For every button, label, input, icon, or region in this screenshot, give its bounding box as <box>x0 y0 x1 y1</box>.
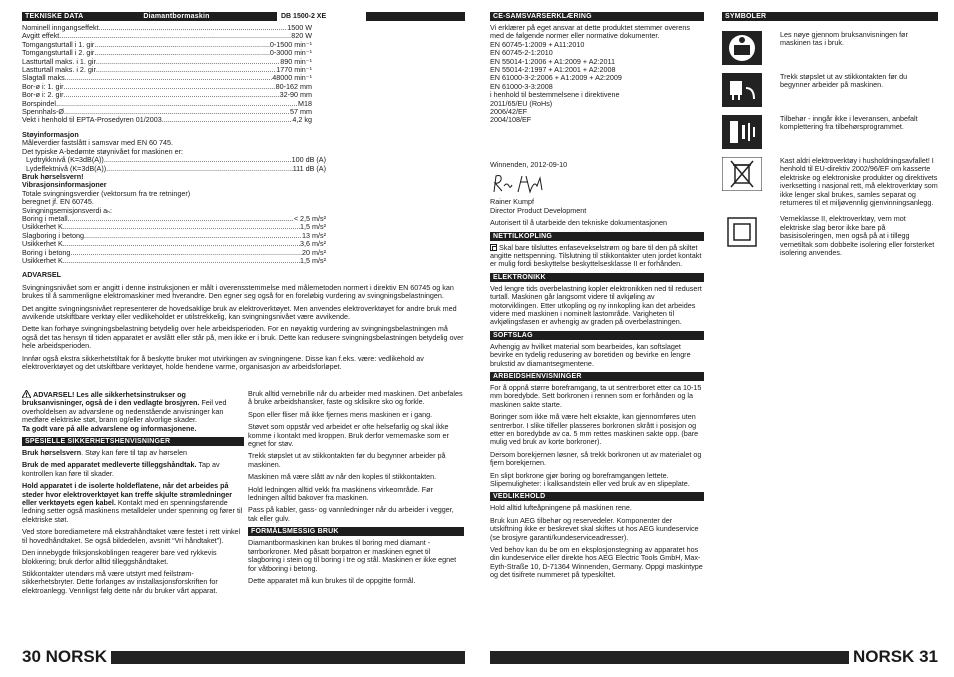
leader-dots <box>104 156 292 164</box>
advarsel-paragraph: Dette kan forhøye svingningsbelastning betydelig over hele arbeidsperioden. For en nøyaktig vurdering av svingningsbelastningen må også det tas hensyn til tiden apparatet er avslått eller står på, men ikke er i bruk. Dette kan redusere svingningsbelastningen betydelig over hele arbeidsperioden. <box>22 324 464 351</box>
intended-use-paragraphs <box>248 539 464 585</box>
spec-row <box>22 215 326 223</box>
spec-value: 0-3000 min⁻¹ <box>269 49 312 58</box>
page-number: 31 <box>919 647 938 666</box>
spec-label: Vekt i henhold til EPTA-Prosedyren 01/2003 <box>22 116 162 125</box>
special-safety-paragraph: Den innebygde friksjonskoblingen reagerer bare ved rykkevis blokkering; bruk derfor alltid tilleggshåndtaket. <box>22 548 217 566</box>
ce-header: CE-SAMSVARSERKLÆRING <box>490 12 704 21</box>
tech-data-section <box>22 12 465 375</box>
spec-label: Usikkerhet K <box>22 223 63 232</box>
special-safety-paragraph: Stikkontakter utendørs må være utstyrt med feilstrøm-sikkerhetsbryter. Dette forlanges av installasjonsforskriften for elektroanlegg. Vennligst følg dette når du bruker vårt apparat. <box>22 568 218 595</box>
read-manual-icon <box>722 31 762 65</box>
ce-line: EN 60745-2-1:2010 <box>490 48 553 58</box>
maintenance-paragraph: Bruk kun AEG tilbehør og reservedeler. Komponenter der utskiftning ikke er beskrevet skal skiftes ut hos AEG kundeservice (se brosjyre garanti/kundeserviceadresser). <box>490 515 699 542</box>
spec-value: 1,5 m/s² <box>300 256 326 265</box>
vibration-line3: Svingningsemisjonsverdi aₕ: <box>22 205 112 215</box>
ce-line: EN 55014-1:2006 + A1:2009 + A2:2011 <box>490 56 615 66</box>
symbol-row <box>722 215 938 257</box>
spec-value: 1770 min⁻¹ <box>276 66 312 75</box>
spec-row <box>22 66 312 74</box>
ce-place-date: Winnenden, 2012-09-10 <box>490 159 568 169</box>
general-warning: ADVARSEL! Les alle sikkerhetsinstrukser og bruksanvisninger, også de i den vedlagte brosjyren. Feil ved overholdelsen av advarslene og nedenstående anvisninger kan medføre elektriske støt, brann og/eller alvorlige skader. Ta godt vare på alle advarslene og informasjonene. <box>22 390 227 433</box>
ce-line: EN 61000-3-2:2006 + A1:2009 + A2:2009 <box>490 73 622 83</box>
advarsel-paragraph: Innfør også ekstra sikkerhetstiltak for å beskytte bruker mot utvirkingen av svingningene. Disse kan f.eks. være: vedlikehold av elektroverktøyet og det utskiftbare verktøyet, holde hendene varme, organisasjon av arbeidsforløpet. <box>22 353 424 372</box>
electronics-header: ELEKTRONIKK <box>490 273 704 282</box>
spec-label: Spennhals-Ø <box>22 108 64 117</box>
symbol-row <box>722 73 938 107</box>
special-safety-paragraph: Ved store borediametere må ekstrahåndtaket være festet i rett vinkel til hovedhåndtaket. Se også bildedelen, avsnitt “Vri håndtaket”). <box>22 527 241 545</box>
spec-value: 111 dB (A) <box>292 164 326 173</box>
special-safety-paragraph: Hold apparatet i de isolerte holdeflatene, når det arbeides på steder hvor elektroverktøyet kan treffe skjulte strømledninger eller verktøyets egen kabel. Kontakt med en spenningsførende ledning setter også maskinens metalldeler under spenning og fører til elektriske støt. <box>22 481 243 524</box>
spec-value: M18 <box>298 99 312 108</box>
ce-declaration <box>490 24 704 125</box>
spec-row <box>26 156 326 164</box>
accessory-icon <box>722 115 762 149</box>
ce-line: 2004/108/EF <box>490 115 532 125</box>
spec-row <box>22 32 312 40</box>
softslag-text: Avhengig av hvilket material som bearbeides, kan softslaget bevirke en tydelig redusering av boretiden og bevirke en lengre brukstid av diamantsegmentene. <box>490 341 691 368</box>
leader-dots <box>84 232 302 240</box>
vibration-line2: beregnet jf. EN 60745. <box>22 197 94 207</box>
spec-row <box>22 58 312 66</box>
special-safety-paragraph: Bruk de med apparatet medleverte tilleggshåndtak. Tap av kontrollen kan føre til skader. <box>22 460 220 478</box>
leader-dots <box>64 83 276 91</box>
work-paragraph: En slipt borkrone gjør boring og boreframgangen lettete. Slipemuligheter: i kalksandstein eller ved bruk av en slipeplate. <box>490 470 690 489</box>
unplug-icon <box>722 73 762 107</box>
spec-row <box>22 223 326 231</box>
maintenance-paragraph: Ved behov kan du be om en eksplosjonstegning av apparatet hos din kundeservice eller direkte hos AEG Electric Tools GmbH, Max-Eyth-Straße 10, D-71364 Winnenden, Germany. Oppgi maskintype og det tisifrete nummeret på typeskiltet. <box>490 545 703 580</box>
symbols-header: SYMBOLER <box>722 12 938 21</box>
ce-line: EN 60745-1:2009 + A11:2010 <box>490 39 585 49</box>
vibration-list <box>22 215 326 265</box>
leader-dots <box>70 249 302 257</box>
safety-paragraph: Pass på kabler, gass- og vannledninger når du arbeider i vegger, tak eller gulv. <box>248 505 454 523</box>
safety-column <box>22 390 244 599</box>
ce-authorized: Autorisert til å utarbeide den tekniske dokumentasjonen <box>490 218 667 228</box>
leader-dots <box>68 215 294 223</box>
work-paragraph: Dersom borekjernen løsner, så trekk borkronen ut av materialet og fjern borekjernen. <box>490 449 702 468</box>
right-column-1 <box>490 12 704 584</box>
leader-dots <box>96 58 280 66</box>
leader-dots <box>56 100 298 108</box>
ce-signer: Rainer Kumpf <box>490 197 534 207</box>
spec-row <box>22 240 326 248</box>
safety-column-2 <box>248 390 464 589</box>
class-ii-icon <box>722 215 762 249</box>
noise-warning: Bruk hørselsvern! <box>22 171 84 181</box>
spec-label: Bor-ø i: 1. gir <box>22 82 64 91</box>
spec-label: Lastturtall maks. i 2. gir <box>22 66 96 75</box>
safety-paragraph: Støvet som oppstår ved arbeidet er ofte helsefarlig og skal ikke komme i kontakt med kroppen. Bruk derfor vernemaske som er egnet for støv. <box>248 422 449 449</box>
spec-list <box>22 24 312 125</box>
leader-dots <box>94 41 270 49</box>
advarsel-paragraph: Det angitte svingningsnivået representerer de hovedsaklige bruk av elektroverktøyet. Men anvendes elektroverktøyet for andre bruk med avvikende utskiftbare verktøy eller vedlikeholdet er utilstrekkelig, kan svingningsnivået være avvikende. <box>22 303 457 321</box>
spec-value: 80-162 mm <box>275 82 312 91</box>
work-paragraph: For å oppnå større boreframgang, ta ut sentrerboret etter ca 10-15 mm boredybde. Sett borkronen i rennen som er forhånden og la maskinen sakte starte. <box>490 382 702 409</box>
spec-row <box>22 116 312 124</box>
spec-value: 820 W <box>291 32 312 41</box>
noise-title: Støyinformasjon <box>22 129 79 139</box>
vibration-line1: Totale svingningsverdier (vektorsum fra tre retninger) <box>22 188 191 198</box>
spec-label: Borspindel <box>22 99 56 108</box>
intended-use-paragraph: Dette apparatet må kun brukes til de oppgitte formål. <box>248 575 416 585</box>
intended-use-paragraph: Diamantbormaskinen kan brukes til boring med diamant - tørrborkroner. Med påsatt borpatron er maskinen egnet til slagboring i stein og til boring i tre og stål. Maskinen er ikke egnet for våtboring i betong. <box>248 538 457 573</box>
spec-value: 1500 W <box>287 24 312 32</box>
noise-list <box>22 156 326 173</box>
ce-line: EN 61000-3-3:2008 <box>490 81 553 91</box>
electronics-text: Ved lengre tids overbelastning kopler elektronikken ned til redusert turtall. Maskinen går langsomt videre til avkjøling av motorviklingen. Etter utkopling og ny innkopling kan det arbeides videre med maskinen i nominelt lastområde. Varigheten til avkjølingsfasen er avhengig av graden på overbelastningen. <box>490 283 702 327</box>
safety-paragraph: Maskinen må være slått av når den koples til stikkontakten. <box>248 472 437 482</box>
maintenance-header: VEDLIKEHOLD <box>490 492 704 501</box>
symbol-row <box>722 115 938 149</box>
spec-row <box>22 100 312 108</box>
leader-dots <box>64 108 290 116</box>
spec-label: Slagboring i betong <box>22 231 84 240</box>
tech-data-header: TEKNISKE DATA Diamantbormaskin <box>22 12 465 21</box>
advarsel-paragraphs <box>22 284 465 372</box>
work-instructions <box>490 384 704 488</box>
spec-label: Lydeffektnivå (K=3dB(A)) <box>26 164 107 173</box>
safety-paragraph: Bruk alltid vernebrille når du arbeider med maskinen. Det anbefales å bruke arbeidshansker, faste og sklisikre sko og forkle. <box>248 389 463 407</box>
class-ii-small-icon <box>490 244 497 251</box>
leader-dots <box>96 66 276 74</box>
safety-paragraph: Hold ledningen alltid vekk fra maskinens virkeområde. Før ledningen alltid bakover fra maskinen. <box>248 484 433 503</box>
advarsel-paragraph: Svingningsnivået som er angitt i denne instruksjonen er målt i overensstemmelse med målemetoden normert i direktiv EN 60745 og kan brukes til å sammenligne elektromaskiner med hverandre. Den egner seg også for en foreløbig vurdering av svingningsbelastningen. <box>22 282 454 301</box>
spec-row <box>22 108 312 116</box>
spec-label: Boring i metall <box>22 214 68 223</box>
spec-row <box>22 232 326 240</box>
spec-row <box>22 249 326 257</box>
spec-label: Tomgangsturtall i 2. gir <box>22 49 95 58</box>
spec-value: 1,5 m/s² <box>300 223 326 232</box>
leader-dots <box>64 91 280 99</box>
signature-image <box>490 172 704 196</box>
spec-label: Lastturtall maks. i 1. gir <box>22 57 96 66</box>
spec-value: < 2,5 m/s² <box>293 214 326 223</box>
weee-bin-icon <box>722 157 762 191</box>
work-paragraph: Boringer som ikke må være helt eksakte, kan gjennomføres uten sentrerbor. I slike tilfeller plasseres borkronen skrått i posisjon og etter en boredybde av ca. 5 mm rettes maskinen sakte opp. (bare mulig ved bruk av korte borkroner). <box>490 412 699 447</box>
spec-value: 20 m/s² <box>302 248 326 257</box>
symbol-description: Tilbehør - inngår ikke i leveransen, anbefalt komplettering fra tilbehørsprogrammet. <box>780 114 918 132</box>
spec-label: Bor-ø i: 2. gir <box>22 91 64 100</box>
safety-paragraphs-2 <box>248 390 464 523</box>
leader-dots <box>63 257 300 265</box>
leader-dots <box>63 240 300 248</box>
spec-row <box>22 74 312 82</box>
symbol-description: Trekk støpslet ut av stikkontakten før du begynner arbeider på maskinen. <box>780 72 908 90</box>
page-language: NORSK <box>852 647 915 666</box>
ce-line: i henhold til bestemmelsene i direktivene <box>490 90 620 100</box>
page-language: NORSK <box>45 647 108 666</box>
leader-dots <box>162 116 293 124</box>
leader-dots <box>67 74 272 82</box>
spec-row <box>22 83 312 91</box>
spec-label: Usikkerhet K <box>22 256 63 265</box>
spec-label: Avgitt effekt <box>22 32 60 41</box>
special-safety-paragraphs <box>22 449 244 595</box>
leader-dots <box>59 32 291 40</box>
mains-text: Skal bare tilsluttes enfasevekselstrøm og bare til den på skiltet angitte nettspenning. Tilslutning til stikkontakter uten jordet kontakt er mulig fordi beskyttelse beskyttelsesklasse II er forhånden. <box>490 242 702 269</box>
symbol-description: Kast aldri elektroverktøy i husholdningsavfallet! I henhold til EU-direktiv 2002/96/EF om kasserte elektriske og elektroniske produkter og direktivets iverksetting i nasjonal rett, må elektroverktøy som ikke lenger skal brukes, samles separat og returneres til et miljøvennlig gjenvinningsanlegg. <box>780 156 938 208</box>
intended-use-header: FORMÅLSMESSIG BRUK <box>248 527 464 536</box>
leader-dots <box>106 165 293 173</box>
safety-paragraph: Trekk støpslet ut av stikkontakten før du begynner arbeider på maskinen. <box>248 451 446 469</box>
spec-row <box>22 257 326 265</box>
spec-label: Boring i betong <box>22 248 71 257</box>
symbol-row <box>722 157 938 207</box>
spec-row <box>22 49 312 57</box>
spec-label: Slagtall maks. <box>22 74 67 83</box>
ce-line: 2006/42/EF <box>490 107 528 117</box>
page-footer-right <box>849 647 938 667</box>
maintenance-paragraph: Hold alltid lufteåpningene på maskinen rene. <box>490 503 632 513</box>
leader-dots <box>94 49 270 57</box>
vibration-title: Vibrasjonsinformasjoner <box>22 180 107 190</box>
spec-value: 3,6 m/s² <box>300 240 326 249</box>
work-instructions-header: ARBEIDSHENVISNINGER <box>490 372 704 381</box>
ce-line: EN 55014-2:1997 + A1:2001 + A2:2008 <box>490 65 616 75</box>
safety-paragraph: Spon eller fliser må ikke fjernes mens maskinen er i gang. <box>248 409 433 419</box>
maintenance <box>490 504 704 579</box>
spec-row <box>22 24 312 32</box>
noise-line2: Det typiske A-bedømte støynivået for maskinen er: <box>22 146 183 156</box>
symbol-list <box>722 31 938 257</box>
spec-label: Usikkerhet K <box>22 240 63 249</box>
spec-value: 57 mm <box>290 108 312 117</box>
symbol-row <box>722 31 938 65</box>
model-label: DB 1500-2 XE <box>277 12 366 21</box>
spec-value: 13 m/s² <box>302 231 326 240</box>
leader-dots <box>99 24 288 32</box>
spec-label: Tomgangsturtall i 1. gir <box>22 40 95 49</box>
spec-row <box>22 41 312 49</box>
symbol-description: Verneklasse II, elektroverktøy, vern mot elektriske slag beror ikke bare på basisisoleringen, men også på at i tillegg vernetiltak som dobbelte isolering eller forsterket isolering anvendes. <box>780 214 935 258</box>
softslag-header: SOFTSLAG <box>490 331 704 340</box>
spec-label: Lydtrykknivå (K=3dB(A)) <box>26 156 104 165</box>
noise-line1: Måleverdier fastslått i samsvar med EN 60 745. <box>22 138 173 148</box>
spec-value: 32-90 mm <box>279 91 312 100</box>
page-footer-left <box>22 647 111 667</box>
spec-value: 890 min⁻¹ <box>280 57 312 66</box>
special-safety-paragraph: Bruk hørselsvern. Støy kan føre til tap av hørselen <box>22 448 187 458</box>
spec-row <box>22 91 312 99</box>
advarsel-title: ADVARSEL <box>22 270 62 280</box>
warning-triangle-icon <box>22 390 31 398</box>
spec-value: 0-1500 min⁻¹ <box>269 40 312 49</box>
ce-line: Vi erklærer på eget ansvar at dette produktet stemmer overens med de følgende normer eller normative dokumenter. <box>490 23 691 41</box>
spec-value: 100 dB (A) <box>291 156 326 165</box>
leader-dots <box>63 223 300 231</box>
mains-header: NETTILKOPLING <box>490 232 704 241</box>
page-number: 30 <box>22 647 41 666</box>
ce-signer-title: Director Product Development <box>490 205 587 215</box>
symbol-description: Les nøye gjennom bruksanvisningen før maskinen tas i bruk. <box>780 30 908 48</box>
special-safety-header: SPESIELLE SIKKERHETSHENVISNINGER <box>22 437 244 446</box>
spec-value: 4,2 kg <box>292 116 312 125</box>
ce-line: 2011/65/EU (RoHs) <box>490 98 553 108</box>
symbols-column <box>722 12 938 265</box>
spec-value: 48000 min⁻¹ <box>272 74 312 83</box>
spec-label: Nominell inngangseffekt <box>22 24 99 32</box>
